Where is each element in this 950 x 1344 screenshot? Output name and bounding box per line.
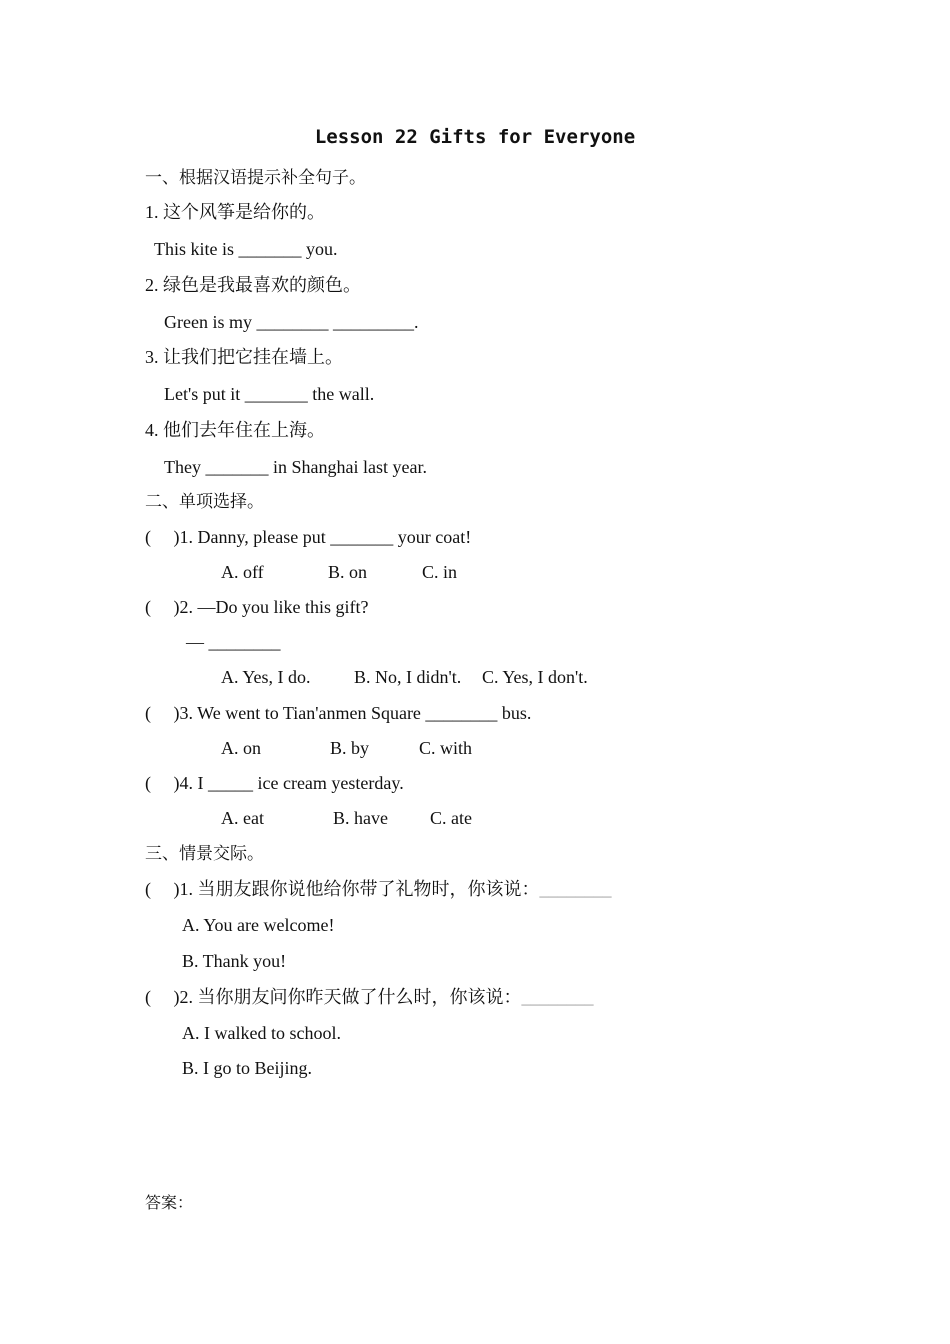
s3-q2-option-a: A. I walked to school. — [182, 1023, 341, 1043]
s1-item4-english: They _______ in Shanghai last year. — [164, 457, 427, 477]
s2-q2-stem: ( )2. —Do you like this gift? — [145, 597, 369, 617]
s2-q2-option-a: A. Yes, I do. — [221, 667, 311, 687]
s1-item4-chinese: 4. 他们去年住在上海。 — [145, 420, 325, 440]
s2-q4-option-b: B. have — [333, 808, 388, 828]
s2-q4-stem: ( )4. I _____ ice cream yesterday. — [145, 773, 404, 793]
s1-item2-chinese: 2. 绿色是我最喜欢的颜色。 — [145, 275, 361, 295]
s2-q3-option-a: A. on — [221, 738, 261, 758]
s1-item2-english: Green is my ________ _________. — [164, 312, 419, 332]
s1-item3-chinese: 3. 让我们把它挂在墙上。 — [145, 347, 343, 367]
s3-q2-blank: ________ — [521, 987, 594, 1007]
s2-q4-option-a: A. eat — [221, 808, 264, 828]
s3-q1-blank: ________ — [539, 879, 612, 899]
s2-q1-option-a: A. off — [221, 562, 264, 582]
s2-q1-stem: ( )1. Danny, please put _______ your coat! — [145, 527, 472, 547]
s3-q2-option-b: B. I go to Beijing. — [182, 1058, 312, 1078]
s2-q1-option-c: C. in — [422, 562, 458, 582]
s2-q4-option-c: C. ate — [430, 808, 472, 828]
s2-q3-stem: ( )3. We went to Tian'anmen Square ________ bus. — [145, 703, 532, 723]
s3-q1-stem: ( )1. 当朋友跟你说他给你带了礼物时，你该说： — [145, 879, 540, 899]
section2-heading: 二、单项选择。 — [145, 492, 264, 512]
s2-q2-option-b: B. No, I didn't. — [354, 667, 462, 687]
page-title: Lesson 22 Gifts for Everyone — [314, 126, 636, 148]
s3-q1-option-b: B. Thank you! — [182, 951, 287, 971]
s2-q3-option-b: B. by — [330, 738, 370, 758]
s3-q1-option-a: A. You are welcome! — [182, 915, 335, 935]
section3-heading: 三、情景交际。 — [145, 844, 264, 864]
s1-item3-english: Let's put it _______ the wall. — [164, 384, 375, 404]
answer-label: 答案： — [145, 1195, 194, 1212]
s2-q2-option-c: C. Yes, I don't. — [482, 667, 588, 687]
s3-q2-stem: ( )2. 当你朋友问你昨天做了什么时，你该说： — [145, 987, 522, 1007]
s3-q2-line — [145, 985, 594, 1009]
s1-item1-chinese: 1. 这个风筝是给你的。 — [145, 202, 325, 222]
s1-item1-english: This kite is _______ you. — [154, 239, 338, 259]
s2-q3-option-c: C. with — [419, 738, 473, 758]
section1-heading: 一、根据汉语提示补全句子。 — [145, 168, 366, 188]
s3-q1-line — [145, 877, 612, 901]
s2-q1-option-b: B. on — [328, 562, 368, 582]
s2-q2-reply: — ________ — [186, 632, 281, 652]
